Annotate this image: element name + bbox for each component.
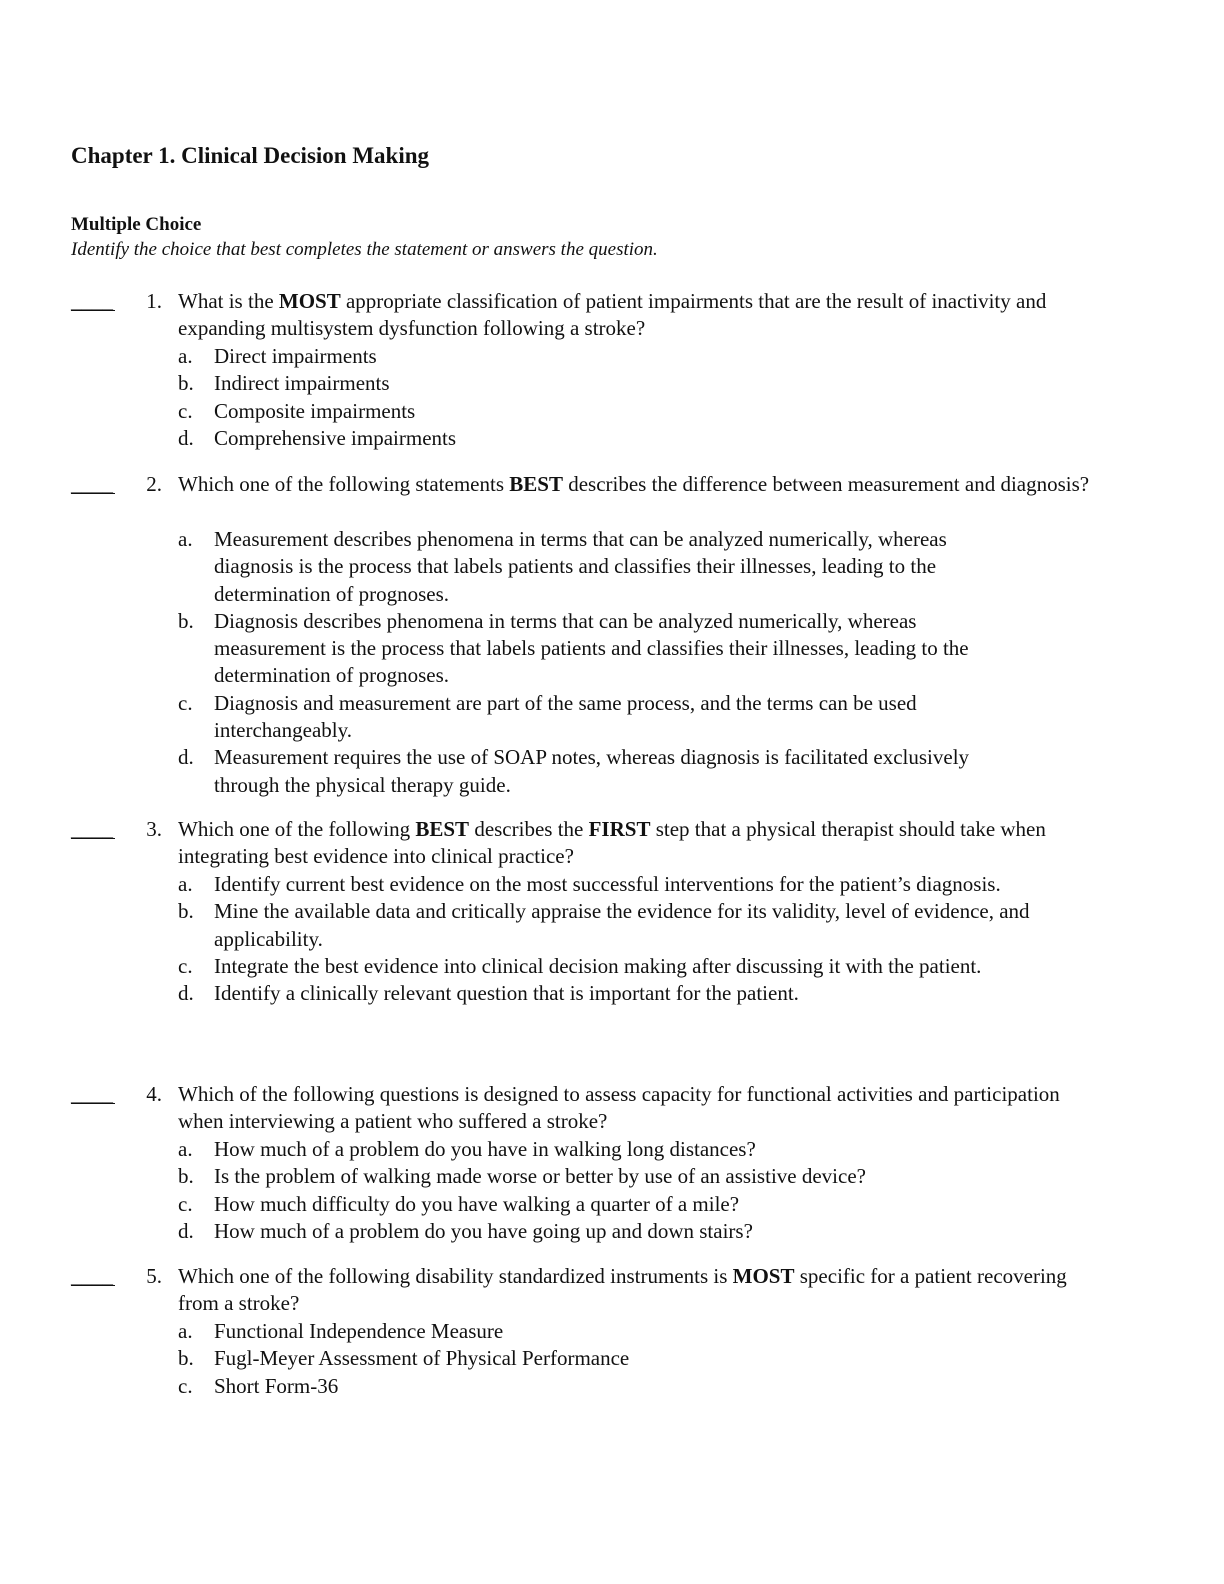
- choice-b[interactable]: b. Mine the available data and critically appraise the evidence for its validity, level of evidence, and applicability.: [178, 899, 1030, 951]
- choice-b[interactable]: b. Diagnosis describes phenomena in terms that can be analyzed numerically, whereas measurement is the process that labels patients and classifies their illnesses, leading to the determination of prognoses.: [178, 608, 969, 688]
- choice-list: [178, 871, 1038, 1007]
- choice-a[interactable]: a. Measurement describes phenomena in terms that can be analyzed numerically, whereas diagnosis is the process that labels patients and classifies their illnesses, leading to the determination of prognoses.: [178, 527, 947, 606]
- choice-b[interactable]: b. Is the problem of walking made worse or better by use of an assistive device?: [178, 1164, 866, 1189]
- question-stem: Which of the following questions is designed to assess capacity for functional activities and participation when interviewing a patient who suffered a stroke?: [178, 1082, 1060, 1134]
- question-number: 5.: [146, 1264, 162, 1288]
- choice-list: [178, 1136, 1018, 1245]
- choice-c[interactable]: c. Diagnosis and measurement are part of the same process, and the terms can be used interchangeably.: [178, 690, 917, 743]
- question-stem: What is the MOST appropriate classification of patient impairments that are the result of inactivity and expanding multisystem dysfunction following a stroke?: [178, 289, 1047, 341]
- choice-a[interactable]: a. Identify current best evidence on the most successful interventions for the patient’s diagnosis.: [178, 872, 1001, 896]
- section-title: Multiple Choice: [71, 214, 202, 235]
- chapter-title: Chapter 1. Clinical Decision Making: [71, 143, 430, 168]
- choice-list: [178, 1318, 1018, 1400]
- question-stem: Which one of the following disability standardized instruments is MOST specific for a patient recovering from a stroke?: [178, 1264, 1067, 1316]
- question-number: 1.: [146, 289, 162, 313]
- question-number: 3.: [146, 817, 162, 841]
- choice-c[interactable]: c. Integrate the best evidence into clinical decision making after discussing it with the patient.: [178, 953, 982, 978]
- choice-b[interactable]: b. Indirect impairments: [178, 371, 390, 396]
- answer-blank[interactable]: ____: [71, 1081, 115, 1108]
- choice-d[interactable]: d. Comprehensive impairments: [178, 425, 457, 450]
- question-number: 4.: [146, 1082, 162, 1106]
- choice-a[interactable]: a. How much of a problem do you have in walking long distances?: [178, 1137, 756, 1161]
- answer-blank[interactable]: ____: [71, 288, 115, 315]
- question-number: 2.: [146, 472, 162, 496]
- choice-d[interactable]: d. Identify a clinically relevant question that is important for the patient.: [178, 981, 799, 1006]
- choice-list: [178, 526, 994, 799]
- choice-d[interactable]: d. Measurement requires the use of SOAP notes, whereas diagnosis is facilitated exclusively through the physical therapy guide.: [178, 745, 970, 797]
- instructions: Identify the choice that best completes the statement or answers the question.: [71, 239, 658, 260]
- choice-a[interactable]: a. Direct impairments: [178, 344, 377, 368]
- choice-c[interactable]: c. How much difficulty do you have walking a quarter of a mile?: [178, 1191, 740, 1216]
- answer-blank[interactable]: ____: [71, 471, 115, 498]
- choice-c[interactable]: c. Short Form-36: [178, 1373, 339, 1398]
- choice-c[interactable]: c. Composite impairments: [178, 398, 416, 423]
- question-stem: Which one of the following statements BEST describes the difference between measurement and diagnosis?: [178, 472, 1090, 496]
- question-stem: Which one of the following BEST describes the FIRST step that a physical therapist should take when integrating best evidence into clinical practice?: [178, 817, 1046, 869]
- choice-a[interactable]: a. Functional Independence Measure: [178, 1319, 504, 1343]
- choice-d[interactable]: d. How much of a problem do you have going up and down stairs?: [178, 1218, 753, 1243]
- answer-blank[interactable]: ____: [71, 816, 115, 843]
- choice-list: [178, 343, 1018, 452]
- choice-b[interactable]: b. Fugl-Meyer Assessment of Physical Performance: [178, 1346, 630, 1371]
- answer-blank[interactable]: ____: [71, 1263, 115, 1290]
